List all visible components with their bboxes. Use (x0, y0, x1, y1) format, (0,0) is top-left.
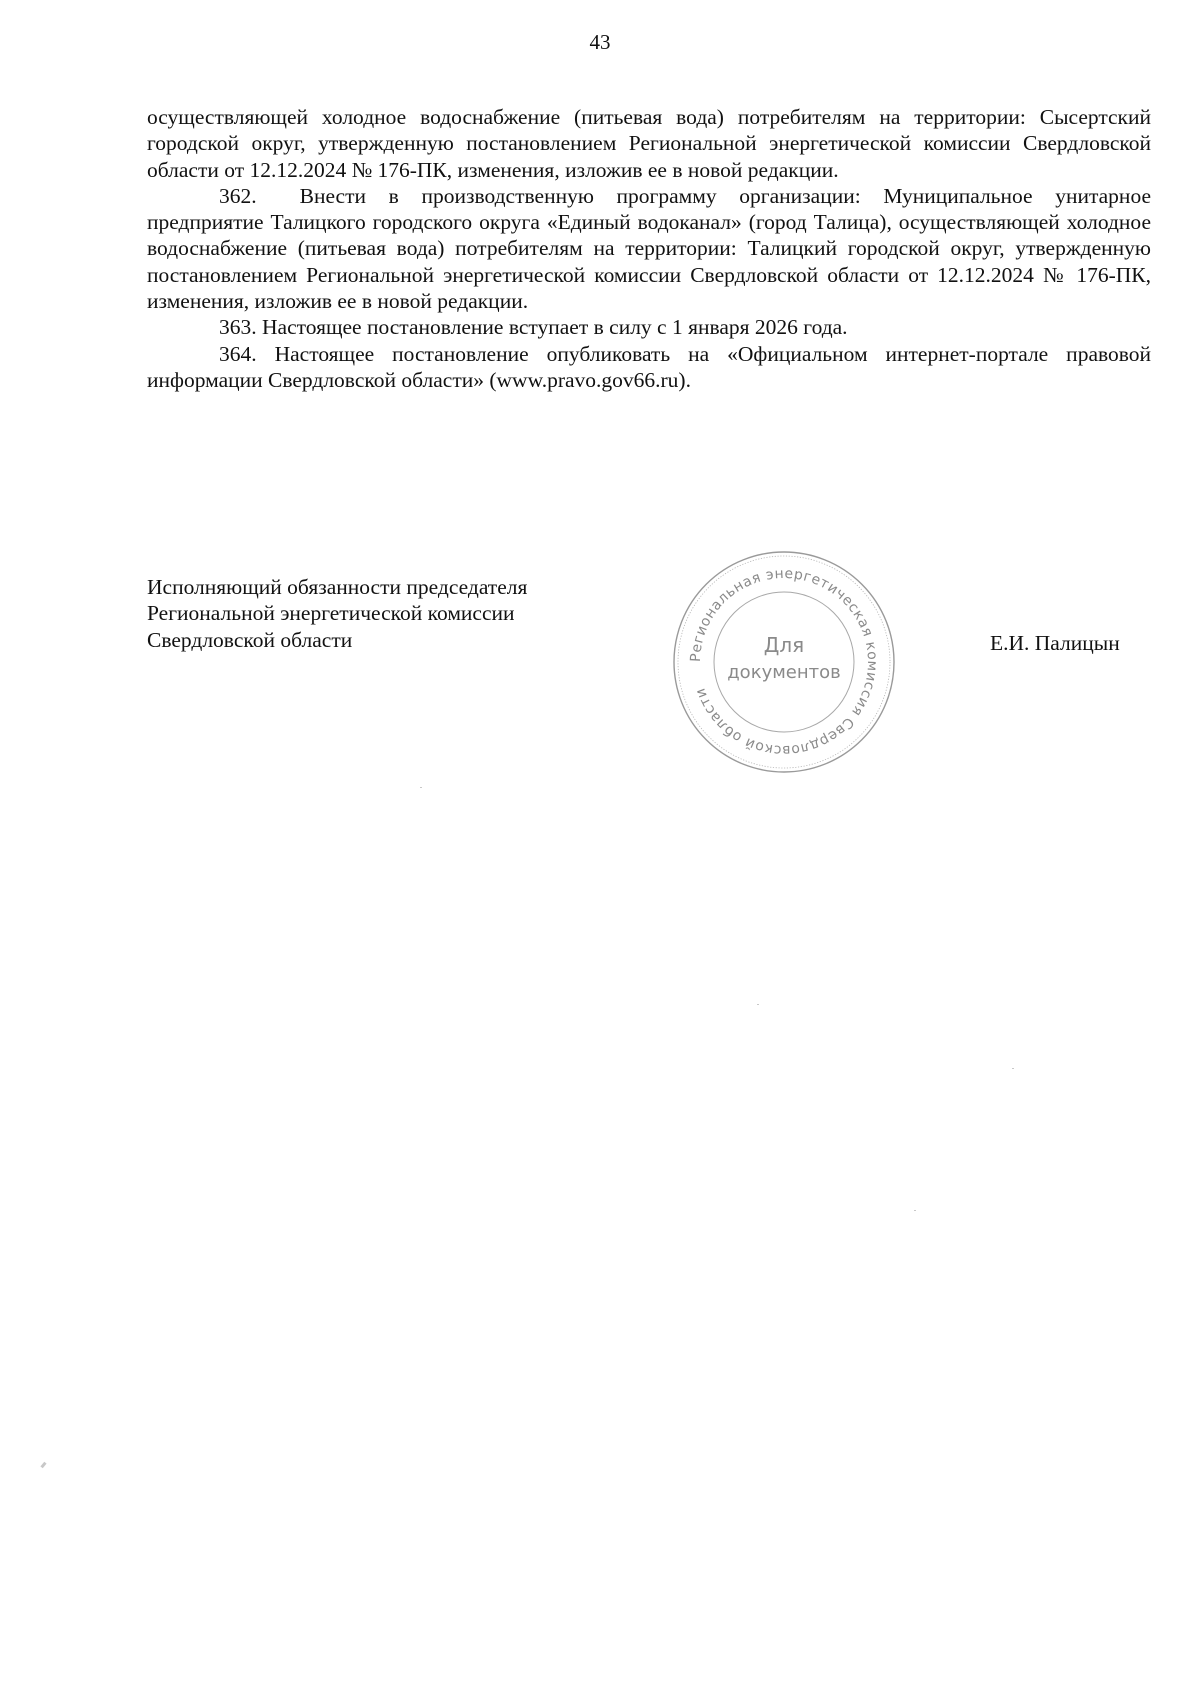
signatory-name: Е.И. Палицын (990, 631, 1120, 655)
page-number: 43 (589, 30, 611, 54)
scan-speck (40, 1462, 46, 1469)
signatory-position-line: Исполняющий обязанности председателя (147, 575, 528, 599)
paragraph-continuation: осуществляющей холодное водоснабжение (питьевая вода) потребителям на территории: Сысертский городской округ, утвержденную постановлением Региональной энергетической комиссии Свердловской области от 12.12.2024 № 176-ПК, изменения, изложив ее в новой редакции. (147, 105, 1151, 182)
scan-speck (914, 1210, 916, 1211)
seal-center-text-2: документов (727, 662, 841, 683)
signatory-position-line: Свердловской области (147, 627, 353, 652)
paragraph-item-362: 362. Внести в производственную программу организации: Муниципальное унитарное предприятие Талицкого городского округа «Единый водоканал» (город Талица), осуществляющей холодное водоснабжение (питьевая вода) потребителям на территории: Талицкий городской округ, утвержденную постановлением Региональной энергетической комиссии Свердловской области от 12.12.2024 № 176-ПК, изменения, изложив ее в новой редакции. (147, 183, 1151, 314)
scan-speck (757, 1004, 759, 1005)
seal-center-text-1: Для (763, 633, 805, 657)
paragraph-item-364: 364. Настоящее постановление опубликовать на «Официальном интернет-портале правовой информации Свердловской области» (www.pravo.gov66.ru). (147, 341, 1151, 392)
signatory-position (147, 574, 527, 653)
signatory-position-line: Региональной энергетической комиссии (147, 601, 515, 626)
seal-ring-text: Региональная энергетическая комиссия Свердловской области (687, 565, 881, 759)
paragraph-item-363: 363. Настоящее постановление вступает в силу с 1 января 2026 года. (219, 315, 848, 340)
scan-speck (420, 787, 422, 788)
document-body (147, 104, 1151, 393)
scan-speck (1012, 1068, 1014, 1069)
seal-graphic (670, 548, 898, 776)
official-seal (670, 548, 898, 776)
